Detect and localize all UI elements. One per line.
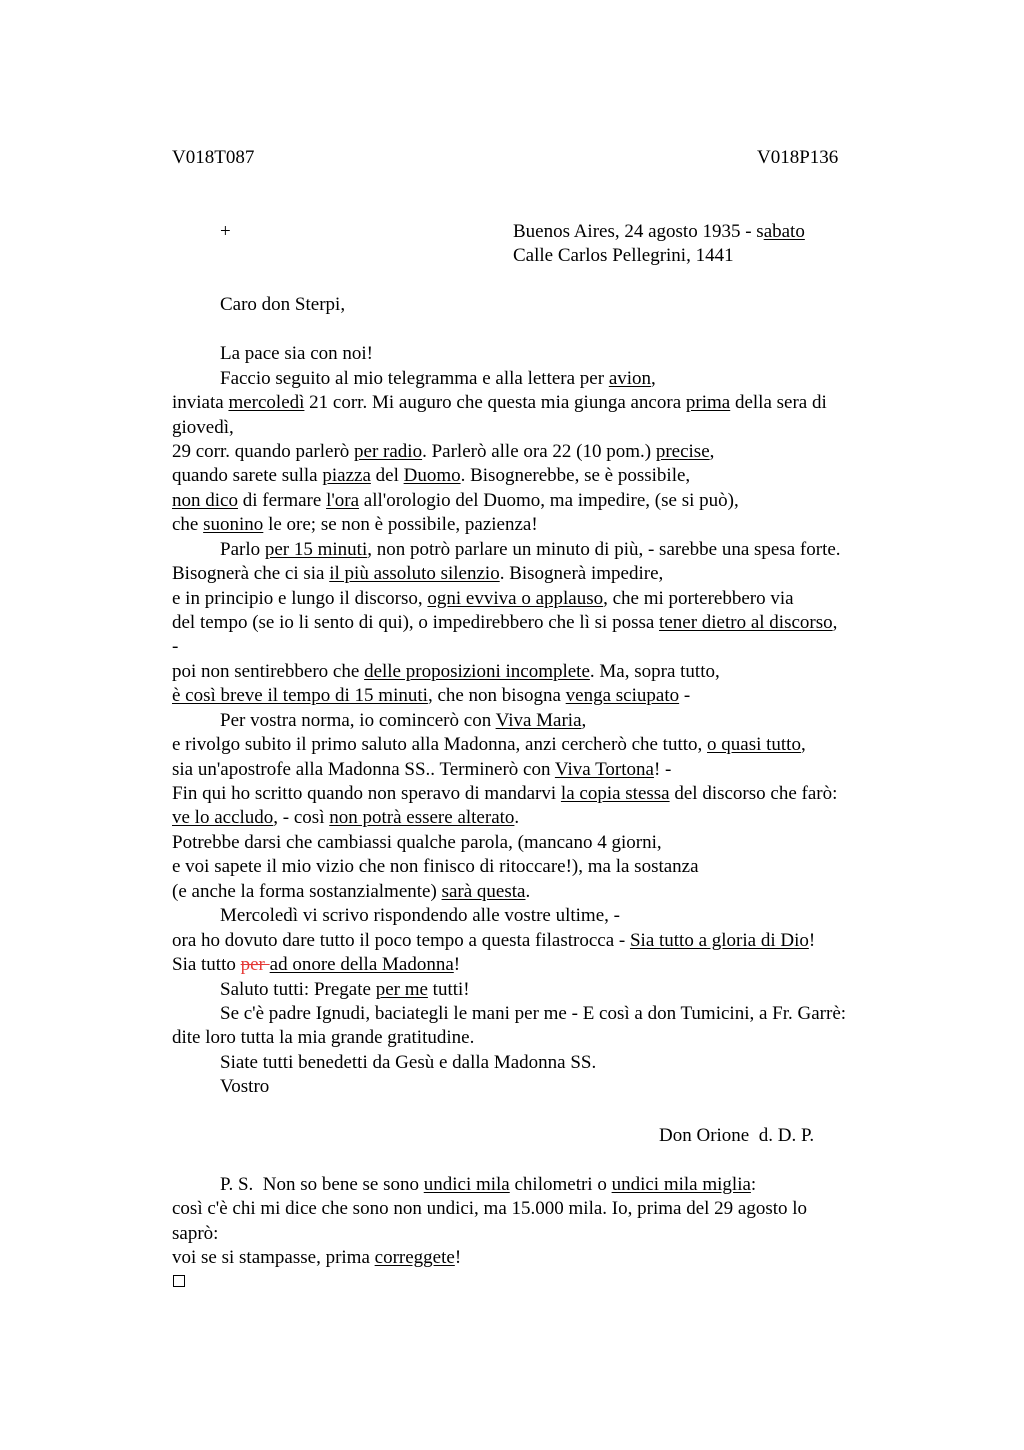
body-line: inviata mercoledì 21 corr. Mi auguro che questa mia giunga ancora prima della sera di: [172, 392, 827, 413]
letter-address: Calle Carlos Pellegrini, 1441: [513, 245, 734, 266]
body-line: è così breve il tempo di 15 minuti, che non bisogna venga sciupato -: [172, 685, 691, 706]
body-line: poi non sentirebbero che delle proposizioni incomplete. Ma, sopra tutto,: [172, 661, 720, 682]
body-line: Fin qui ho scritto quando non speravo di mandarvi la copia stessa del discorso che farò:: [172, 783, 838, 804]
letter-date: Buenos Aires, 24 agosto 1935 - sabato: [513, 221, 805, 242]
cross-symbol: +: [220, 221, 231, 242]
postscript-line: così c'è chi mi dice che sono non undici, ma 15.000 mila. Io, prima del 29 agosto lo: [172, 1198, 808, 1219]
checkbox-square-icon: [173, 1275, 185, 1287]
body-line: e voi sapete il mio vizio che non finisco di ritoccare!), ma la sostanza: [172, 856, 699, 877]
postscript-line: voi se si stampasse, prima correggete!: [172, 1247, 462, 1268]
body-line: Potrebbe darsi che cambiassi qualche parola, (mancano 4 giorni,: [172, 832, 662, 853]
postscript-line: P. S. Non so bene se sono undici mila chilometri o undici mila miglia:: [220, 1174, 757, 1195]
body-line: quando sarete sulla piazza del Duomo. Bisognerebbe, se è possibile,: [172, 465, 691, 486]
body-line: Parlo per 15 minuti, non potrò parlare un minuto di più, - sarebbe una spesa forte.: [220, 539, 841, 560]
postscript-line: saprò:: [172, 1223, 219, 1244]
signature: Don Orione d. D. P.: [659, 1125, 815, 1146]
body-line: Faccio seguito al mio telegramma e alla lettera per avion,: [220, 368, 656, 389]
body-line: ve lo accludo, - così non potrà essere alterato.: [172, 807, 520, 828]
struck-word: per: [240, 954, 270, 975]
body-line: sia un'apostrofe alla Madonna SS.. Terminerò con Viva Tortona! -: [172, 759, 672, 780]
body-line: Per vostra norma, io comincerò con Viva Maria,: [220, 710, 587, 731]
body-line: La pace sia con noi!: [220, 343, 373, 364]
body-line: ora ho dovuto dare tutto il poco tempo a questa filastrocca - Sia tutto a gloria di Dio!: [172, 930, 816, 951]
body-line: -: [172, 636, 179, 657]
body-line: che suonino le ore; se non è possibile, pazienza!: [172, 514, 538, 535]
salutation: Caro don Sterpi,: [220, 294, 346, 315]
body-line: non dico di fermare l'ora all'orologio del Duomo, ma impedire, (se si può),: [172, 490, 739, 511]
body-line: del tempo (se io li sento di qui), o impedirebbero che lì si possa tener dietro al discorso,: [172, 612, 838, 633]
closing: Vostro: [220, 1076, 270, 1097]
body-line: Saluto tutti: Pregate per me tutti!: [220, 979, 470, 1000]
body-line: giovedì,: [172, 417, 234, 438]
body-line: Mercoledì vi scrivo rispondendo alle vostre ultime, -: [220, 905, 620, 926]
body-line: e rivolgo subito il primo saluto alla Madonna, anzi cercherò che tutto, o quasi tutto,: [172, 734, 806, 755]
body-line: dite loro tutta la mia grande gratitudine.: [172, 1027, 475, 1048]
body-line: Sia tutto per ad onore della Madonna!: [172, 954, 461, 975]
body-line: e in principio e lungo il discorso, ogni evviva o applauso, che mi porterebbero via: [172, 588, 794, 609]
body-line: Se c'è padre Ignudi, baciategli le mani per me - E così a don Tumicini, a Fr. Garrè:: [220, 1003, 847, 1024]
body-line: Bisognerà che ci sia il più assoluto silenzio. Bisognerà impedire,: [172, 563, 664, 584]
body-line: (e anche la forma sostanzialmente) sarà questa.: [172, 881, 531, 902]
body-line: Siate tutti benedetti da Gesù e dalla Madonna SS.: [220, 1052, 597, 1073]
document-code-right: V018P136: [757, 147, 839, 168]
body-line: 29 corr. quando parlerò per radio. Parlerò alle ora 22 (10 pom.) precise,: [172, 441, 715, 462]
document-code-left: V018T087: [172, 147, 255, 168]
